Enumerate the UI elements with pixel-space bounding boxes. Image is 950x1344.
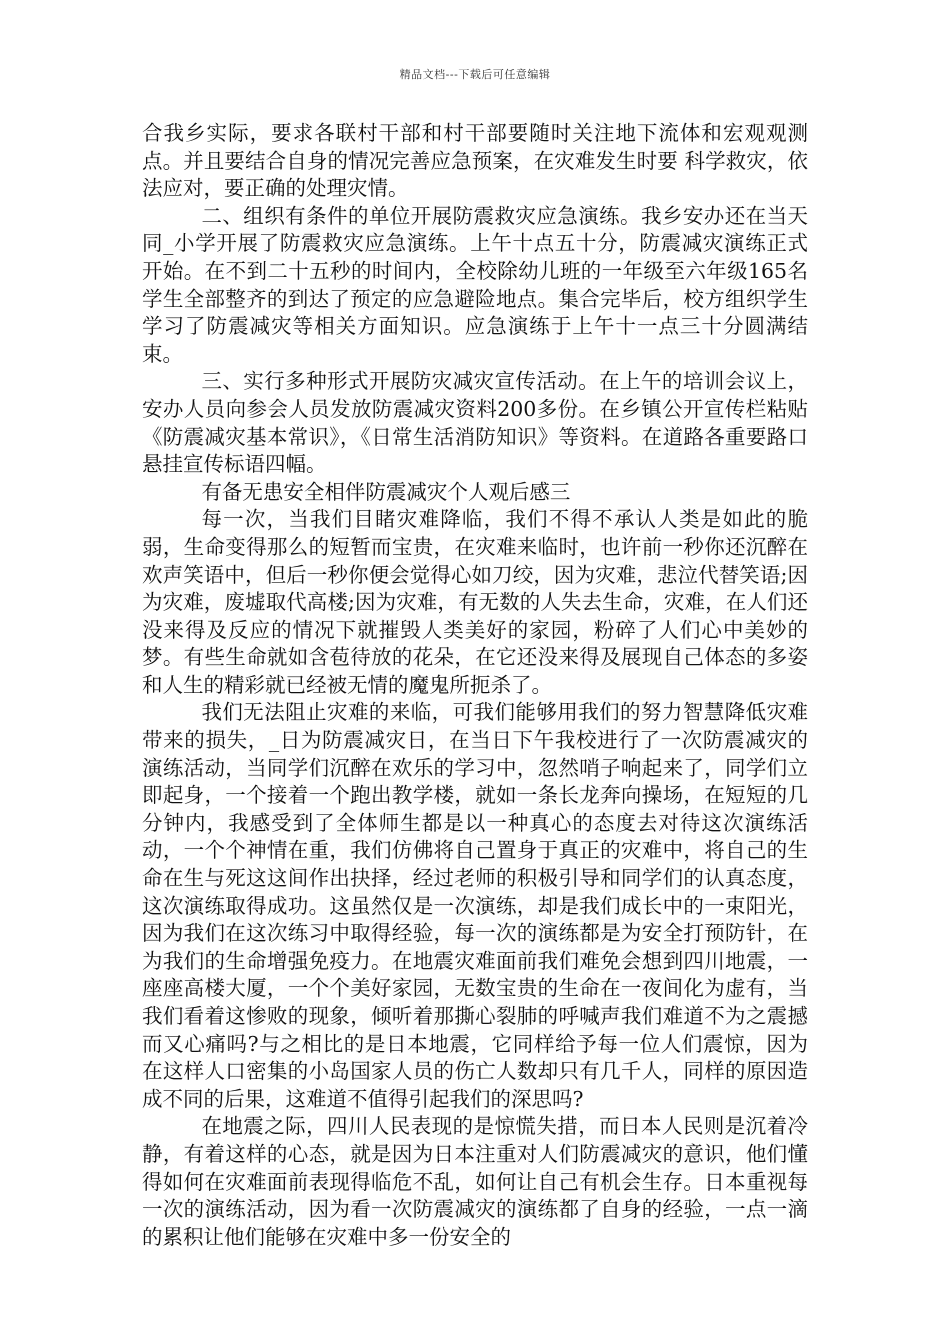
paragraph-disaster: 每一次，当我们目睹灾难降临，我们不得不承认人类是如此的脆弱，生命变得那么的短暂而宝贵，在灾难来临时，也许前一秒你还沉醉在欢声笑语中，但后一秒你便会觉得心如刀绞，因为灾难，悲泣代替笑语;因为灾难，废墟取代高楼;因为灾难，有无数的人失去生命，灾难，在人们还没来得及反应的情况下就摧毁人类美好的家园，粉碎了人们心中美妙的梦。有些生命就如含苞待放的花朵，在它还没来得及展现自己体态的多姿和人生的精彩就已经被无情的魔鬼所扼杀了。 [142, 507, 808, 697]
page-header: 精品文档---下载后可任意编辑 [399, 68, 551, 81]
paragraph-continuation: 合我乡实际，要求各联村干部和村干部要随时关注地下流体和宏观观测点。并且要结合自身的情况完善应急预案，在灾难发生时要 科学救灾，依法应对，要正确的处理灾情。 [142, 121, 808, 201]
document-body [142, 120, 808, 1251]
section-title: 有备无患安全相伴防震减灾个人观后感三 [201, 479, 571, 504]
paragraph-publicity: 三、实行多种形式开展防灾减灾宣传活动。在上午的培训会议上，安办人员向参会人员发放防震减灾资料200多份。在乡镇公开宣传栏粘贴《防震减灾基本常识》，《日常生活消防知识》等资料。在道路各重要路口悬挂宣传标语四幅。 [142, 369, 808, 477]
paragraph-drill: 二、组织有条件的单位开展防震救灾应急演练。我乡安办还在当天同_小学开展了防震救灾应急演练。上午十点五十分，防震减灾演练正式开始。在不到二十五秒的时间内，全校除幼儿班的一年级至六年级165名学生全部整齐的到达了预定的应急避险地点。集合完毕后，校方组织学生学习了防震减灾等相关方面知识。应急演练于上午十一点三十分圆满结束。 [142, 203, 808, 366]
paragraph-exercise: 我们无法阻止灾难的来临，可我们能够用我们的努力智慧降低灾难带来的损失，_日为防震减灾日，在当日下午我校进行了一次防震减灾的演练活动，当同学们沉醉在欢乐的学习中，忽然哨子响起来了，同学们立即起身，一个接着一个跑出教学楼，就如一条长龙奔向操场，在短短的几分钟内，我感受到了全体师生都是以一种真心的态度去对待这次演练活动，一个个神情在重，我们仿佛将自己置身于真正的灾难中，将自己的生命在生与死这这间作出抉择，经过老师的积极引导和同学们的认真态度，这次演练取得成功。这虽然仅是一次演练，却是我们成长中的一束阳光，因为我们在这次练习中取得经验，每一次的演练都是为安全打预防针，在为我们的生命增强免疫力。在地震灾难面前我们难免会想到四川地震，一座座高楼大厦，一个个美好家园，无数宝贵的生命在一夜间化为虚有，当我们看着这惨败的现象，倾听着那撕心裂肺的呼喊声我们难道不为之震撼而又心痛吗?与之相比的是日本地震，它同样给予每一位人们震惊，因为在这样人口密集的小岛国家人员的伤亡人数却只有几千人，同样的原因造成不同的后果，这难道不值得引起我们的深思吗? [142, 700, 808, 1111]
paragraph-comparison: 在地震之际，四川人民表现的是惊慌失措，而日本人民则是沉着冷静，有着这样的心态，就是因为日本注重对人们防震减灾的意识，他们懂得如何在灾难面前表现得临危不乱，如何让自己有机会生存。日本重视每一次的演练活动，因为看一次防震减灾的演练都了自身的经验，一点一滴的累积让他们能够在灾难中多一份安全的 [142, 1114, 808, 1249]
